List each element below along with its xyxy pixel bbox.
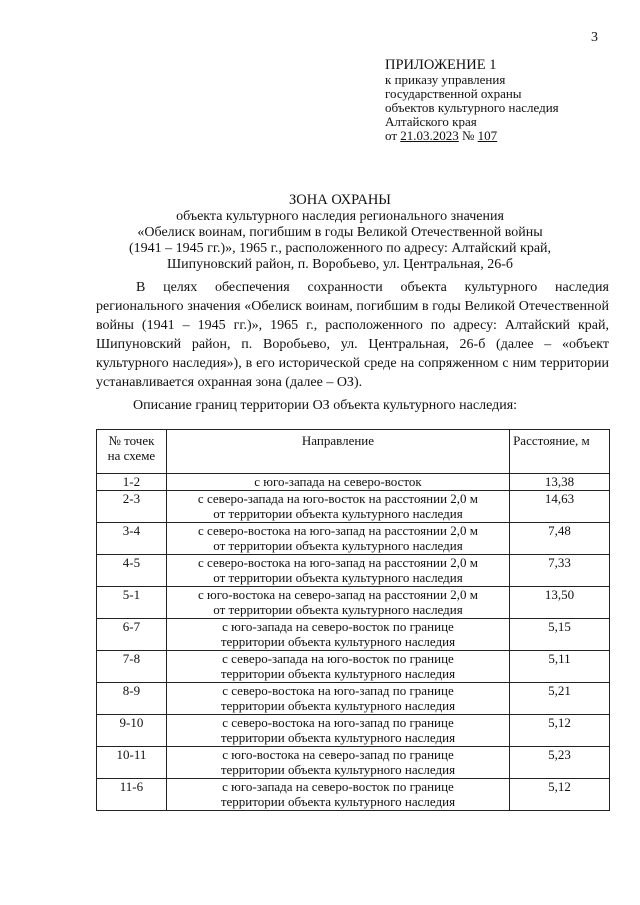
row-direction: [166, 779, 509, 811]
row-direction: [166, 491, 509, 523]
direction-line: территории объекта культурного наследия: [220, 762, 456, 777]
table-row: [97, 474, 610, 491]
boundary-table: [96, 429, 610, 811]
table-header-row: [97, 430, 610, 474]
row-direction: [166, 747, 509, 779]
direction-line: с юго-запада на северо-восток по границе: [222, 619, 454, 634]
direction-line: с юго-востока на северо-запад по границе: [222, 747, 454, 762]
row-distance: 5,11: [510, 651, 610, 683]
direction-line: территории объекта культурного наследия: [220, 794, 456, 809]
title-line: Шипуновский район, п. Воробьево, ул. Центральная, 26-б: [166, 257, 513, 272]
direction-line: от территории объекта культурного наследия: [213, 506, 463, 521]
table-row: [97, 619, 610, 651]
header-distance: Расстояние, м: [510, 430, 610, 474]
row-points: 3-4: [97, 523, 167, 555]
table-row: [97, 715, 610, 747]
direction-line: с юго-запада на северо-восток: [254, 474, 422, 489]
row-points: 4-5: [97, 555, 167, 587]
row-points: 8-9: [97, 683, 167, 715]
title-main: ЗОНА ОХРАНЫ: [289, 192, 391, 208]
row-points: 10-11: [97, 747, 167, 779]
order-number: 107: [477, 128, 498, 143]
row-distance: 5,15: [510, 619, 610, 651]
appendix-line: Алтайского края: [385, 114, 477, 129]
row-direction: [166, 555, 509, 587]
row-points: 6-7: [97, 619, 167, 651]
table-row: [97, 587, 610, 619]
row-points: 2-3: [97, 491, 167, 523]
row-distance: 7,33: [510, 555, 610, 587]
direction-line: с северо-востока на юго-запад на расстоянии 2,0 м: [198, 523, 478, 538]
row-direction: [166, 523, 509, 555]
direction-line: территории объекта культурного наследия: [220, 634, 456, 649]
table-row: [97, 683, 610, 715]
row-distance: 7,48: [510, 523, 610, 555]
row-direction: [166, 651, 509, 683]
row-distance: 14,63: [510, 491, 610, 523]
direction-line: территории объекта культурного наследия: [220, 730, 456, 745]
header-points-line1: № точек: [108, 433, 155, 448]
direction-line: от территории объекта культурного наследия: [213, 570, 463, 585]
direction-line: с северо-востока на юго-запад на расстоянии 2,0 м: [198, 555, 478, 570]
row-points: 1-2: [97, 474, 167, 491]
table-row: [97, 747, 610, 779]
row-direction: [166, 474, 509, 491]
body-paragraph: В целях обеспечения сохранности объекта культурного наследия регионального значения «Обелиск воинам, погибшим в годы Великой Отечественной войны (1941 – 1945 гг.)», 1965 г., расположенного по адресу: Алтайский край, Шипуновский район, п. Воробьево, ул. Центральная, 26-б (далее – «объект культурного наследия»), в его исторической среде на сопряженном с ним территории устанавливается охранная зона (далее – ОЗ).: [96, 280, 609, 390]
direction-line: с северо-востока на юго-запад по границе: [222, 715, 454, 730]
direction-line: с северо-востока на юго-запад по границе: [222, 683, 454, 698]
title-line: объекта культурного наследия регионального значения: [176, 209, 504, 224]
row-points: 7-8: [97, 651, 167, 683]
appendix-line: к приказу управления: [385, 72, 506, 87]
direction-line: от территории объекта культурного наследия: [213, 602, 463, 617]
appendix-block: [385, 58, 559, 143]
row-distance: 5,23: [510, 747, 610, 779]
row-distance: 5,12: [510, 779, 610, 811]
direction-line: территории объекта культурного наследия: [220, 698, 456, 713]
row-direction: [166, 587, 509, 619]
direction-line: с северо-запада на юго-восток по границе: [222, 651, 454, 666]
table-row: [97, 651, 610, 683]
appendix-line: объектов культурного наследия: [385, 100, 559, 115]
order-number-sign: №: [462, 128, 475, 143]
appendix-heading: ПРИЛОЖЕНИЕ 1: [385, 57, 497, 73]
row-direction: [166, 715, 509, 747]
table-caption: Описание границ территории ОЗ объекта культурного наследия:: [133, 398, 518, 413]
direction-line: с юго-запада на северо-восток по границе: [222, 779, 454, 794]
order-prefix: от: [385, 128, 398, 143]
row-distance: 13,50: [510, 587, 610, 619]
order-date: 21.03.2023: [400, 128, 459, 143]
table-row: [97, 491, 610, 523]
direction-line: с северо-запада на юго-восток на расстоянии 2,0 м: [197, 491, 479, 506]
direction-line: с юго-востока на северо-запад на расстоянии 2,0 м: [198, 587, 478, 602]
direction-line: территории объекта культурного наследия: [220, 666, 456, 681]
title-line: (1941 – 1945 гг.)», 1965 г., расположенного по адресу: Алтайский край,: [128, 241, 552, 256]
header-direction: Направление: [166, 430, 509, 474]
appendix-line: государственной охраны: [385, 86, 522, 101]
table-row: [97, 779, 610, 811]
header-points-line2: на схеме: [107, 448, 156, 463]
order-line: [385, 129, 559, 143]
table-row: [97, 555, 610, 587]
row-points: 5-1: [97, 587, 167, 619]
row-direction: [166, 619, 509, 651]
row-points: 11-6: [97, 779, 167, 811]
row-distance: 13,38: [510, 474, 610, 491]
page-number: 3: [591, 30, 598, 45]
table-row: [97, 523, 610, 555]
row-points: 9-10: [97, 715, 167, 747]
row-distance: 5,21: [510, 683, 610, 715]
document-title: [60, 192, 620, 273]
direction-line: от территории объекта культурного наследия: [213, 538, 463, 553]
row-direction: [166, 683, 509, 715]
row-distance: 5,12: [510, 715, 610, 747]
title-line: «Обелиск воинам, погибшим в годы Великой Отечественной войны: [137, 225, 543, 240]
header-points: [97, 430, 167, 474]
